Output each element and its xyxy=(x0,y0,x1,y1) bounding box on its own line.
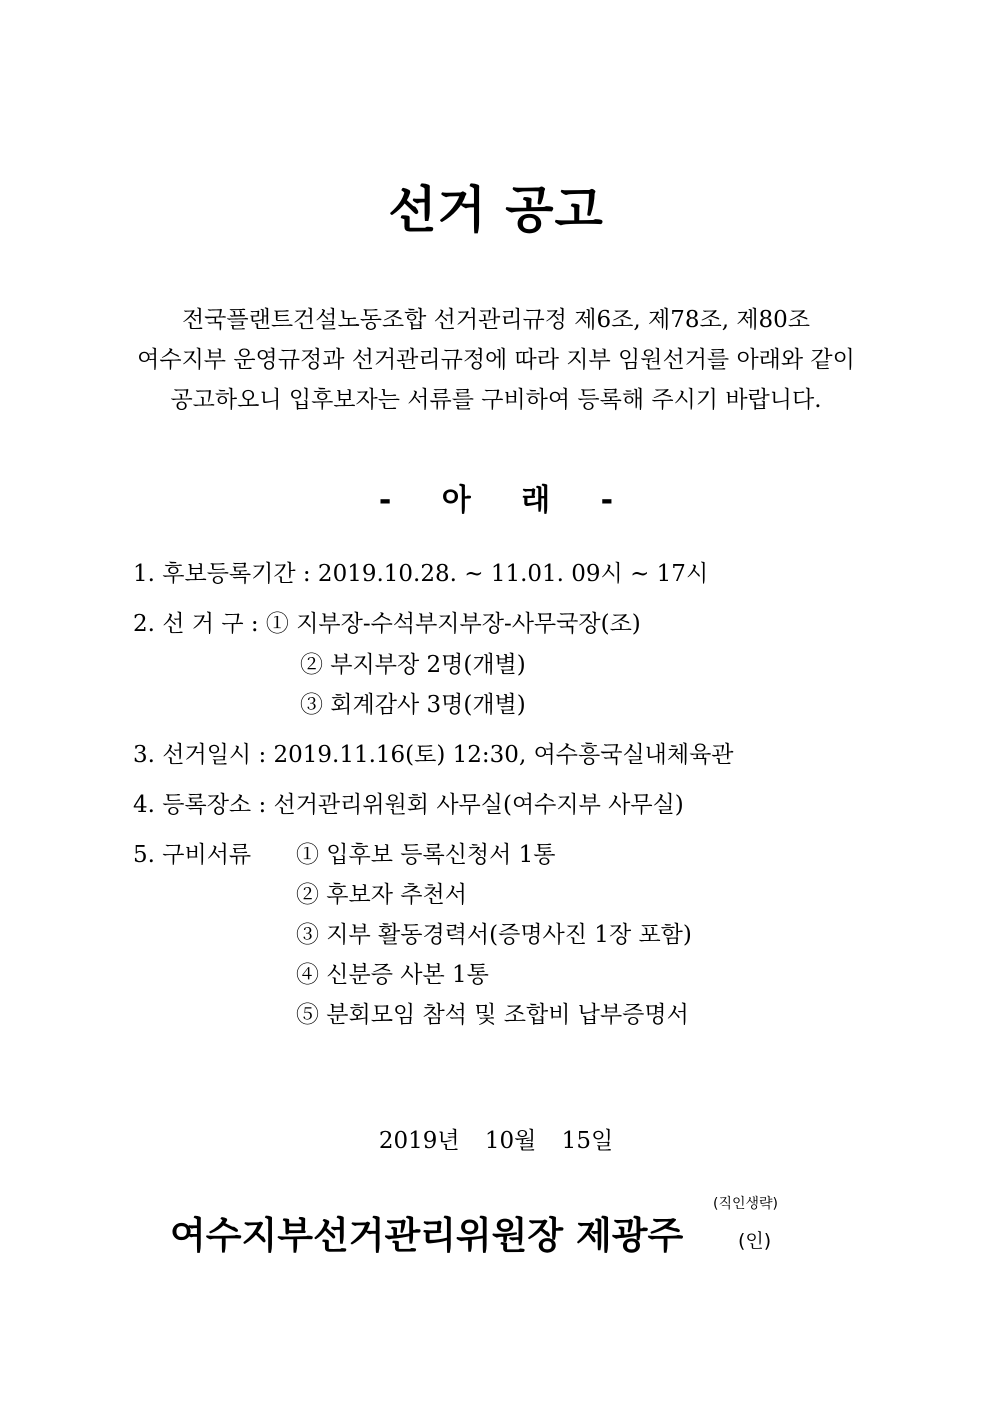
seal-omitted-note: (직인생략) xyxy=(713,1196,779,1212)
item-constituency-3: ③ 회계감사 3명(개별) xyxy=(300,692,526,718)
intro-line-2: 여수지부 운영규정과 선거관리규정에 따라 지부 임원선거를 아래와 같이 xyxy=(137,347,855,373)
seal-mark: (인) xyxy=(738,1230,772,1252)
signature-name: 여수지부선거관리위원장 제광주 xyxy=(170,1214,684,1257)
item-documents-label: 5. 구비서류 xyxy=(133,842,252,868)
notice-date: 2019년 10월 15일 xyxy=(378,1128,614,1154)
item-document-3: ③ 지부 활동경력서(증명사진 1장 포함) xyxy=(296,922,692,948)
item-document-1: ① 입후보 등록신청서 1통 xyxy=(296,842,556,868)
item-constituency: 2. 선 거 구 : ① 지부장-수석부지부장-사무국장(조) xyxy=(133,611,641,637)
intro-line-1: 전국플랜트건설노동조합 선거관리규정 제6조, 제78조, 제80조 xyxy=(181,307,811,333)
intro-line-3: 공고하오니 입후보자는 서류를 구비하여 등록해 주시기 바랍니다. xyxy=(170,387,822,413)
intro-paragraph xyxy=(0,300,992,420)
item-registration-period: 1. 후보등록기간 : 2019.10.28. ~ 11.01. 09시 ~ 17시 xyxy=(133,561,709,587)
page-title: 선거 공고 xyxy=(388,181,604,239)
item-constituency-2: ② 부지부장 2명(개별) xyxy=(300,652,526,678)
item-registration-place: 4. 등록장소 : 선거관리위원회 사무실(여수지부 사무실) xyxy=(133,792,684,818)
item-document-4: ④ 신분증 사본 1통 xyxy=(296,962,489,988)
item-document-5: ⑤ 분회모임 참석 및 조합비 납부증명서 xyxy=(296,1002,689,1028)
item-document-2: ② 후보자 추천서 xyxy=(296,882,467,908)
item-election-date: 3. 선거일시 : 2019.11.16(토) 12:30, 여수흥국실내체육관 xyxy=(133,742,734,768)
section-heading: - 아 래 - xyxy=(378,483,614,518)
